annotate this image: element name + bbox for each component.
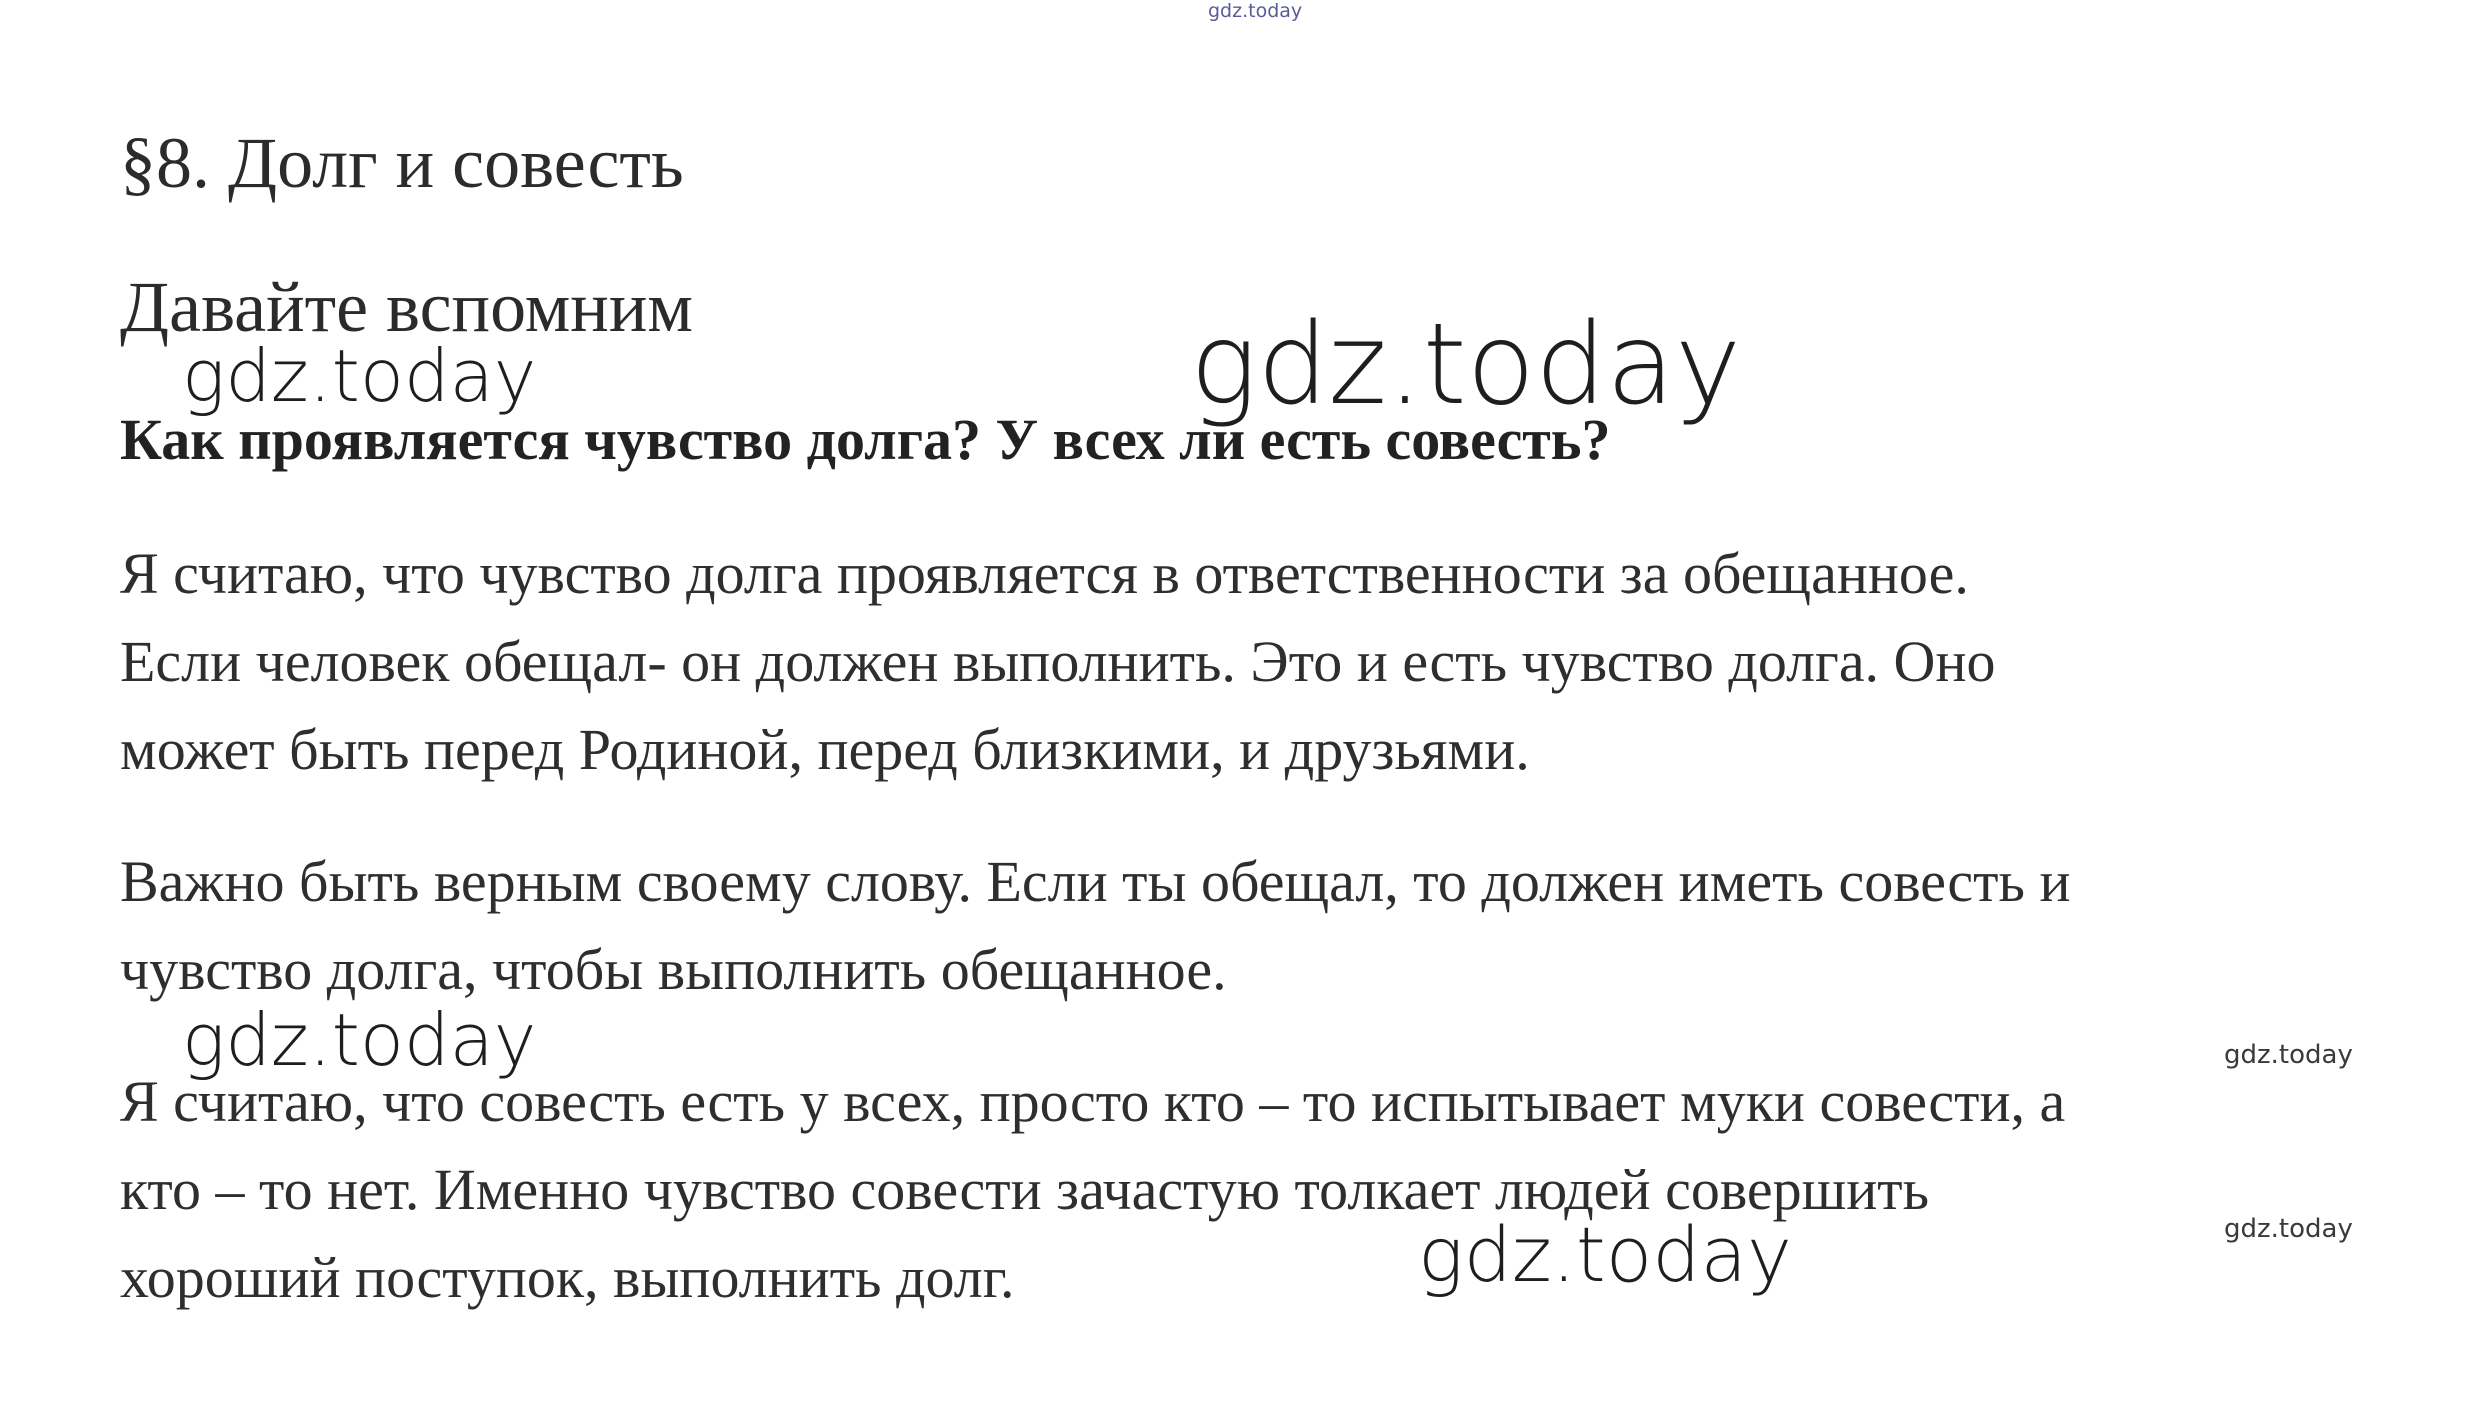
paragraph-line: Я считаю, что совесть есть у всех, просто кто – то испытывает муки совести, а	[120, 1069, 2066, 1134]
paragraph-line: Я считаю, что чувство долга проявляется в ответственности за обещанное.	[120, 541, 1969, 606]
paragraph-line: Важно быть верным своему слову. Если ты обещал, то должен иметь совесть и	[120, 849, 2071, 914]
watermark-small: gdz.today	[2224, 1214, 2353, 1244]
watermark-large: gdz.today	[182, 998, 537, 1082]
section-title: §8. Долг и совесть	[120, 123, 684, 203]
watermark-top: gdz.today	[1208, 0, 1303, 22]
answer-paragraph-1	[120, 530, 1995, 794]
watermark-large-center: gdz.today	[1190, 300, 1742, 430]
paragraph-line: чувство долга, чтобы выполнить обещанное.	[120, 937, 1227, 1002]
question-heading: Как проявляется чувство долга? У всех ли есть совесть?	[120, 407, 1611, 472]
subheading: Давайте вспомним	[120, 267, 693, 347]
answer-paragraph-2	[120, 838, 2071, 1014]
watermark-small: gdz.today	[2224, 1040, 2353, 1070]
paragraph-line: кто – то нет. Именно чувство совести зачастую толкает людей совершить	[120, 1157, 1930, 1222]
paragraph-line: Если человек обещал- он должен выполнить. Это и есть чувство долга. Оно	[120, 629, 1996, 694]
paragraph-line: хороший поступок, выполнить долг.	[120, 1245, 1015, 1310]
watermark-large: gdz.today	[182, 334, 537, 418]
watermark-large: gdz.today	[1418, 1210, 1792, 1299]
paragraph-line: может быть перед Родиной, перед близкими, и друзьями.	[120, 717, 1530, 782]
